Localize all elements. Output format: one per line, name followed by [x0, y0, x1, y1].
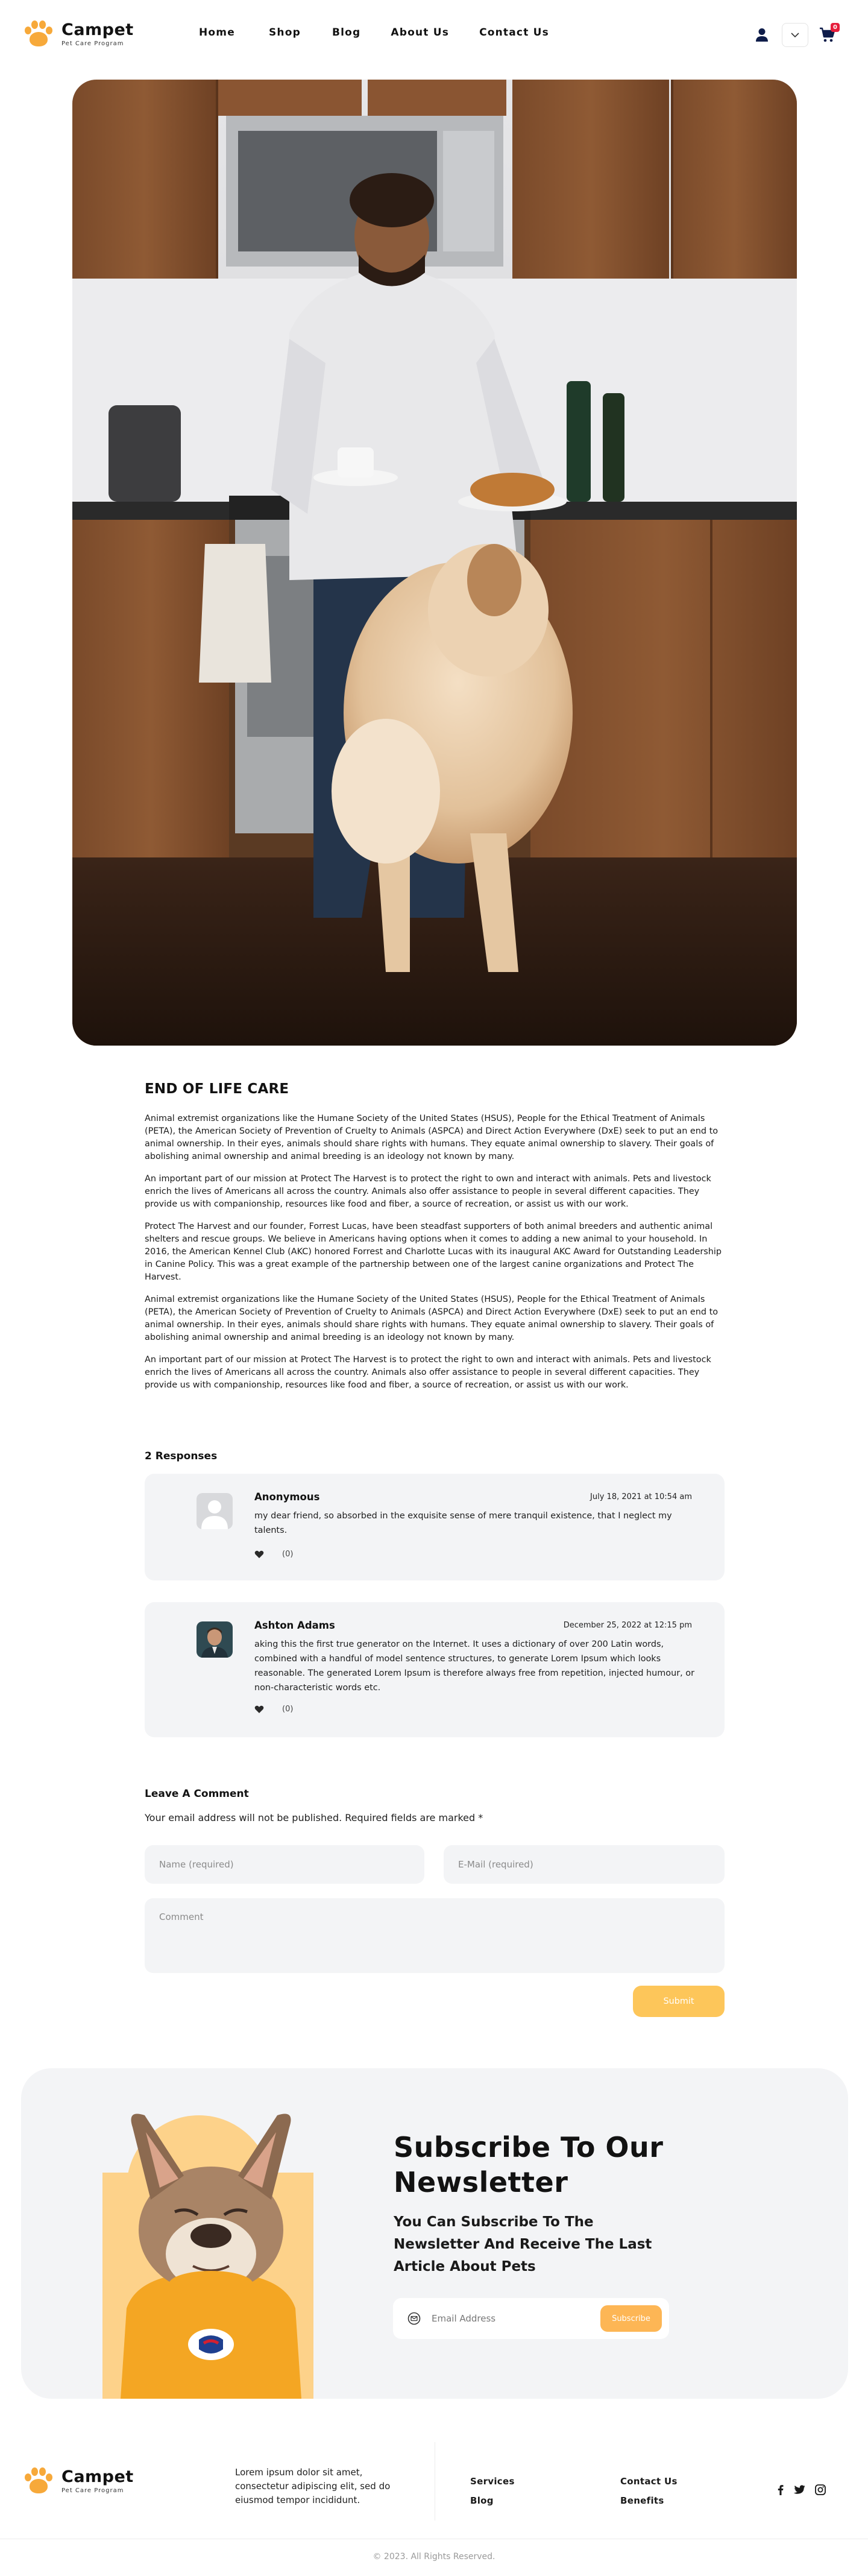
article-paragraph: Protect The Harvest and our founder, Forrest Lucas, have been steadfast supporters of both animal breeders and authentic animal shelters and rescue groups. We believe in Americans having options when it comes to adding a new animal to your household. In 2016, the American Kennel Club (AKC) honored Forrest and Charlotte Lucas with its inaugural AKC Award for Outstanding Leadership in Canine Policy. This was a great example of the partnership between one of the largest canine organizations and Protect The Harvest. [145, 1222, 722, 1282]
facebook-icon[interactable] [778, 2484, 784, 2495]
newsletter-section [21, 2068, 848, 2399]
brand-tagline: Pet Care Program [61, 2487, 124, 2494]
article-title: END OF LIFE CARE [145, 1081, 289, 1097]
nav-blog[interactable]: Blog [332, 27, 361, 39]
chevron-down-icon [790, 32, 800, 38]
comment-text: aking this the first true generator on the Internet. It uses a dictionary of over 200 Latin words, combined with a handful of model sentence structures, to generate Lorem Ipsum which looks reasonable. The generated Lorem Ipsum is therefore always free from repetition, injected humour, or non-characteristic words etc. [254, 1640, 694, 1693]
like-count: (0) [282, 1550, 294, 1559]
header-actions [750, 23, 838, 47]
footer-logo[interactable] [24, 2466, 134, 2495]
name-input[interactable] [145, 1845, 424, 1884]
comment-item [145, 1474, 725, 1580]
mail-icon [407, 2312, 421, 2325]
responses-heading: 2 Responses [145, 1450, 218, 1462]
comment-author: Ashton Adams [254, 1620, 335, 1631]
comment-author: Anonymous [254, 1491, 320, 1503]
avatar [197, 1621, 233, 1658]
paw-logo-icon [24, 2466, 53, 2495]
submit-button[interactable]: Submit [633, 1986, 725, 2017]
newsletter-title-line: Subscribe To Our [394, 2131, 664, 2164]
twitter-icon[interactable] [793, 2485, 805, 2495]
footer-links-col-1 [470, 2476, 515, 2506]
nav-shop[interactable]: Shop [268, 27, 301, 39]
brand-name: Campet [61, 20, 134, 39]
dog-in-sweater-illustration [102, 2091, 344, 2399]
newsletter-title-line: Newsletter [394, 2166, 568, 2199]
comment-like[interactable] [254, 1705, 293, 1714]
leave-comment-note: Your email address will not be published. Required fields are marked * [145, 1812, 483, 1823]
footer-link-blog[interactable]: Blog [470, 2495, 494, 2506]
nav-about-us[interactable]: About Us [391, 27, 450, 39]
newsletter-subtitle: You Can Subscribe To The Newsletter And Receive The Last Article About Pets [394, 2214, 652, 2275]
comment-text: my dear friend, so absorbed in the exquisite sense of mere tranquil existence, that I neglect my talents. [254, 1511, 672, 1535]
paw-logo-icon [24, 19, 53, 48]
footer-link-benefits[interactable]: Benefits [620, 2495, 664, 2506]
comment-date: July 18, 2021 at 10:54 am [590, 1492, 692, 1501]
nav-contact-us[interactable]: Contact Us [479, 27, 549, 39]
copyright-text: © 2023. All Rights Reserved. [373, 2552, 495, 2562]
article-body [145, 1081, 723, 1401]
avatar [197, 1493, 233, 1529]
cart-count-badge: 0 [831, 23, 840, 32]
footer-link-services[interactable]: Services [470, 2476, 515, 2487]
footer-links-col-2 [620, 2476, 678, 2506]
newsletter-form [393, 2298, 669, 2339]
like-count: (0) [282, 1705, 294, 1714]
cart-button[interactable] [817, 24, 838, 46]
account-button[interactable] [750, 24, 773, 46]
heart-icon[interactable] [254, 1705, 264, 1714]
social-links [778, 2484, 826, 2495]
article-paragraph: An important part of our mission at Protect The Harvest is to protect the right to own and interact with animals. Pets and livestock enrich the lives of Americans all across the country. Animals also offer assistance to people in several different capacities. They provide us with companionship, resources like food and fiber, a source of recreation, or assist us with our work. [145, 1355, 711, 1390]
user-photo-avatar [197, 1621, 233, 1658]
account-dropdown-button[interactable] [782, 23, 808, 47]
user-icon [755, 28, 769, 42]
footer-description: Lorem ipsum dolor sit amet, consectetur adipiscing elit, sed do eiusmod tempor incididunt. [235, 2467, 391, 2505]
comment-date: December 25, 2022 at 12:15 pm [563, 1621, 692, 1630]
newsletter-title [394, 2130, 663, 2200]
brand-tagline: Pet Care Program [61, 40, 124, 47]
brand-name: Campet [61, 2467, 134, 2486]
hero-image [72, 80, 797, 1046]
brand-logo[interactable] [24, 19, 134, 48]
site-header [0, 0, 868, 69]
footer-link-contact-us[interactable]: Contact Us [620, 2476, 678, 2487]
subscribe-button[interactable]: Subscribe [600, 2305, 662, 2332]
main-nav [199, 27, 584, 39]
comment-textarea[interactable] [145, 1898, 725, 1973]
nav-home[interactable]: Home [199, 27, 235, 39]
newsletter-email-input[interactable] [432, 2309, 576, 2328]
instagram-icon[interactable] [815, 2484, 826, 2495]
heart-icon[interactable] [254, 1550, 264, 1559]
site-footer [0, 2442, 868, 2521]
kitchen-scene-illustration [72, 80, 797, 1046]
email-input[interactable] [444, 1845, 725, 1884]
article-paragraph: Animal extremist organizations like the Humane Society of the United States (HSUS), People for the Ethical Treatment of Animals (PETA), the American Society of Prevention of Cruelty to Animals (ASPCA) and Direct Action Everywhere (DxE) seek to put an end to animal ownership. In their eyes, animals should share rights with humans. They equate animal ownership to slavery. Their goals of abolishing animal ownership and animal breeding is an ideology not known by many. [145, 1295, 719, 1342]
article-paragraph: Animal extremist organizations like the Humane Society of the United States (HSUS), People for the Ethical Treatment of Animals (PETA), the American Society of Prevention of Cruelty to Animals (ASPCA) and Direct Action Everywhere (DxE) seek to put an end to animal ownership. In their eyes, animals should share rights with humans. They equate animal ownership to slavery. Their goals of abolishing animal ownership and animal breeding is an ideology not known by many. [145, 1114, 719, 1161]
default-avatar-icon [197, 1493, 233, 1529]
leave-comment-heading: Leave A Comment [145, 1788, 249, 1800]
comment-item [145, 1602, 725, 1737]
article-paragraph: An important part of our mission at Protect The Harvest is to protect the right to own and interact with animals. Pets and livestock enrich the lives of Americans all across the country. Animals also offer assistance to people in several different capacities. They provide us with companionship, resources like food and fiber, a source of recreation, or assist us with our work. [145, 1174, 711, 1209]
comment-like[interactable] [254, 1550, 293, 1559]
